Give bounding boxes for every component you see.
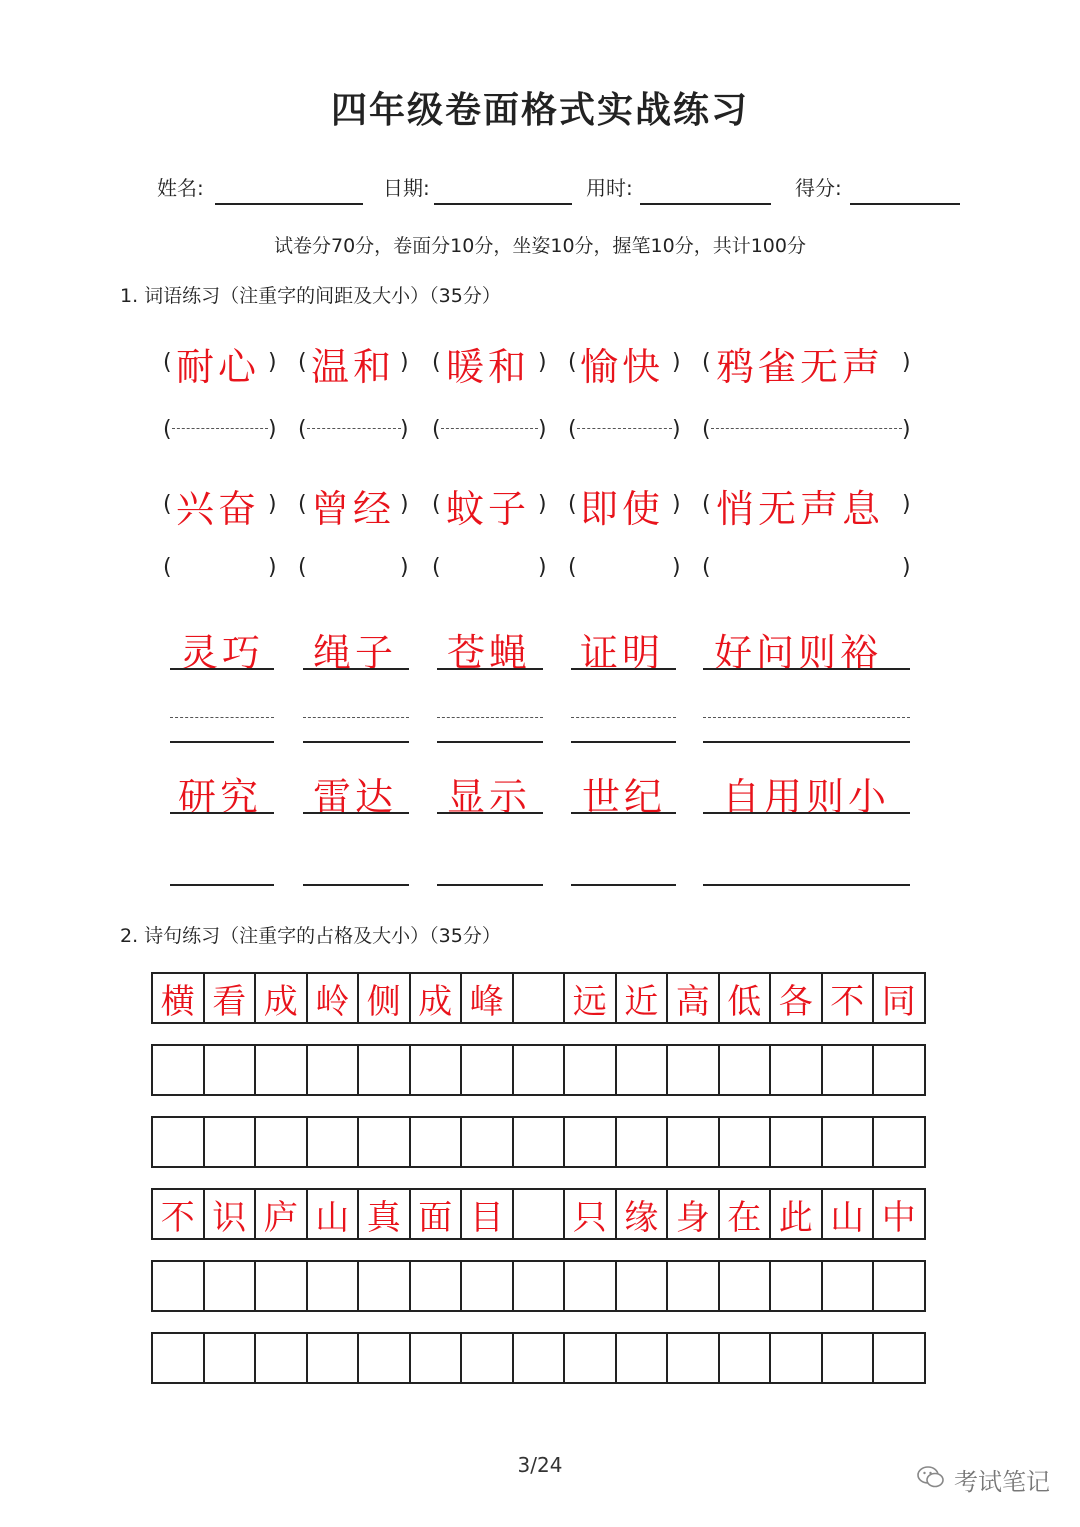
- answer-line[interactable]: [170, 884, 274, 886]
- word-underline: [571, 812, 676, 814]
- name-line[interactable]: [215, 203, 363, 205]
- grid-cell: 真: [359, 1190, 411, 1240]
- time-line[interactable]: [640, 203, 771, 205]
- blank-cell[interactable]: [256, 1262, 308, 1312]
- answer-dash[interactable]: [303, 717, 409, 718]
- blank-cell[interactable]: [668, 1334, 720, 1384]
- blank-cell[interactable]: [205, 1262, 257, 1312]
- word-underline: [303, 812, 409, 814]
- blank-cell[interactable]: [874, 1046, 926, 1096]
- blank-cell[interactable]: [256, 1334, 308, 1384]
- blank-grid[interactable]: [151, 1332, 926, 1384]
- answer-dash[interactable]: [571, 717, 676, 718]
- blank-cell[interactable]: [359, 1118, 411, 1168]
- paren: ): [400, 492, 409, 517]
- poem-grid-1: [151, 972, 926, 1024]
- blank-cell[interactable]: [153, 1262, 205, 1312]
- blank-cell[interactable]: [411, 1334, 463, 1384]
- answer-line[interactable]: [703, 741, 910, 743]
- paren: (: [568, 417, 577, 442]
- blank-cell[interactable]: [617, 1118, 669, 1168]
- blank-cell[interactable]: [205, 1046, 257, 1096]
- word: 蚊子: [446, 487, 531, 531]
- blank-cell[interactable]: [565, 1046, 617, 1096]
- answer-dash[interactable]: [170, 717, 274, 718]
- blank-cell[interactable]: [720, 1334, 772, 1384]
- grid-cell: 成: [256, 974, 308, 1024]
- paren: ): [268, 555, 277, 580]
- word: 绳子: [313, 631, 398, 675]
- word: 好问则裕: [714, 631, 883, 675]
- grid-cell: 识: [205, 1190, 257, 1240]
- paren: (: [702, 417, 711, 442]
- paren: ): [902, 350, 911, 375]
- paren: (: [298, 492, 307, 517]
- answer-dash[interactable]: [711, 428, 902, 429]
- blank-cell[interactable]: [462, 1046, 514, 1096]
- grid-cell: 近: [617, 974, 669, 1024]
- answer-line[interactable]: [303, 741, 409, 743]
- paren: (: [432, 350, 441, 375]
- grid-cell: 缘: [617, 1190, 669, 1240]
- blank-cell[interactable]: [823, 1046, 875, 1096]
- blank-grid[interactable]: [151, 1116, 926, 1168]
- name-label: 姓名:: [157, 176, 204, 200]
- blank-cell[interactable]: [771, 1262, 823, 1312]
- grid-cell: 不: [823, 974, 875, 1024]
- paren: (: [163, 417, 172, 442]
- word: 灵巧: [180, 631, 265, 675]
- date-label: 日期:: [383, 176, 430, 200]
- word: 雷达: [313, 775, 398, 819]
- blank-cell[interactable]: [668, 1118, 720, 1168]
- word: 鸦雀无声: [716, 345, 885, 389]
- word: 兴奋: [176, 487, 261, 531]
- paren: ): [268, 350, 277, 375]
- grid-cell: 山: [823, 1190, 875, 1240]
- blank-cell[interactable]: [617, 1334, 669, 1384]
- grid-cell: 侧: [359, 974, 411, 1024]
- word: 温和: [311, 345, 396, 389]
- grid-cell: 同: [874, 974, 926, 1024]
- grid-cell: 只: [565, 1190, 617, 1240]
- grid-cell: 远: [565, 974, 617, 1024]
- answer-line[interactable]: [571, 741, 676, 743]
- grid-cell: 山: [308, 1190, 360, 1240]
- word-underline: [571, 668, 676, 670]
- paren: (: [432, 555, 441, 580]
- blank-cell[interactable]: [308, 1118, 360, 1168]
- blank-cell[interactable]: [874, 1262, 926, 1312]
- word-underline: [170, 668, 274, 670]
- paren: ): [268, 492, 277, 517]
- score-info: 试卷分70分，卷面分10分，坐姿10分，握笔10分，共计100分: [274, 235, 806, 257]
- blank-cell[interactable]: [720, 1046, 772, 1096]
- paren: (: [163, 350, 172, 375]
- blank-cell[interactable]: [771, 1046, 823, 1096]
- word-underline: [437, 812, 543, 814]
- answer-line[interactable]: [703, 884, 910, 886]
- blank-cell[interactable]: [565, 1334, 617, 1384]
- blank-cell[interactable]: [411, 1262, 463, 1312]
- paren: ): [400, 417, 409, 442]
- section1-title: 1. 词语练习（注重字的间距及大小）（35分）: [120, 285, 501, 307]
- paren: (: [298, 350, 307, 375]
- grid-cell: 峰: [462, 974, 514, 1024]
- paren: (: [568, 350, 577, 375]
- word: 证明: [580, 631, 665, 675]
- blank-grid[interactable]: [151, 1260, 926, 1312]
- blank-cell[interactable]: [514, 1046, 566, 1096]
- blank-cell[interactable]: [308, 1262, 360, 1312]
- paren: ): [538, 555, 547, 580]
- paren: (: [163, 492, 172, 517]
- word: 暖和: [446, 345, 531, 389]
- grid-cell: 低: [720, 974, 772, 1024]
- blank-cell[interactable]: [205, 1334, 257, 1384]
- blank-cell[interactable]: [514, 1118, 566, 1168]
- watermark-text: 考试笔记: [954, 1468, 1050, 1496]
- blank-grid[interactable]: [151, 1044, 926, 1096]
- score-label: 得分:: [795, 176, 842, 200]
- grid-cell: 看: [205, 974, 257, 1024]
- answer-dash[interactable]: [441, 428, 538, 429]
- blank-cell[interactable]: [565, 1118, 617, 1168]
- paren: ): [538, 492, 547, 517]
- grid-cell: 此: [771, 1190, 823, 1240]
- blank-cell[interactable]: [823, 1118, 875, 1168]
- paren: ): [672, 350, 681, 375]
- blank-cell[interactable]: [462, 1334, 514, 1384]
- grid-cell: 岭: [308, 974, 360, 1024]
- score-line[interactable]: [850, 203, 960, 205]
- paren: (: [702, 555, 711, 580]
- blank-cell[interactable]: [720, 1118, 772, 1168]
- blank-cell[interactable]: [411, 1118, 463, 1168]
- answer-dash[interactable]: [437, 717, 543, 718]
- blank-cell[interactable]: [617, 1262, 669, 1312]
- grid-cell: 不: [153, 1190, 205, 1240]
- word: 显示: [447, 775, 532, 819]
- paren: ): [672, 492, 681, 517]
- word: 悄无声息: [716, 487, 885, 531]
- blank-cell[interactable]: [462, 1262, 514, 1312]
- blank-cell[interactable]: [359, 1262, 411, 1312]
- word-underline: [703, 668, 910, 670]
- grid-cell: 中: [874, 1190, 926, 1240]
- page-number: 3/24: [517, 1453, 563, 1477]
- word-underline: [170, 812, 274, 814]
- grid-cell: 成: [411, 974, 463, 1024]
- grid-cell: [514, 974, 566, 1024]
- blank-cell[interactable]: [514, 1334, 566, 1384]
- paren: (: [702, 492, 711, 517]
- wechat-icon: [916, 1464, 946, 1496]
- blank-cell[interactable]: [720, 1262, 772, 1312]
- grid-cell: [514, 1190, 566, 1240]
- word: 苍蝇: [447, 631, 532, 675]
- word-underline: [303, 668, 409, 670]
- blank-cell[interactable]: [565, 1262, 617, 1312]
- word: 世纪: [582, 775, 667, 819]
- paren: ): [902, 492, 911, 517]
- section2-title: 2. 诗句练习（注重字的占格及大小）（35分）: [120, 925, 501, 947]
- paren: (: [702, 350, 711, 375]
- word: 愉快: [580, 345, 665, 389]
- word: 即使: [580, 487, 665, 531]
- word-underline: [437, 668, 543, 670]
- blank-cell[interactable]: [153, 1046, 205, 1096]
- grid-cell: 面: [411, 1190, 463, 1240]
- blank-cell[interactable]: [256, 1046, 308, 1096]
- answer-line[interactable]: [170, 741, 274, 743]
- answer-line[interactable]: [303, 884, 409, 886]
- grid-cell: 各: [771, 974, 823, 1024]
- blank-cell[interactable]: [308, 1334, 360, 1384]
- blank-cell[interactable]: [823, 1262, 875, 1312]
- word-underline: [703, 812, 910, 814]
- blank-cell[interactable]: [462, 1118, 514, 1168]
- grid-cell: 在: [720, 1190, 772, 1240]
- answer-dash[interactable]: [172, 428, 268, 429]
- answer-line[interactable]: [437, 884, 543, 886]
- paren: (: [568, 492, 577, 517]
- answer-line[interactable]: [437, 741, 543, 743]
- paren: (: [432, 492, 441, 517]
- paren: ): [538, 417, 547, 442]
- word: 耐心: [176, 345, 261, 389]
- blank-cell[interactable]: [771, 1118, 823, 1168]
- grid-cell: 高: [668, 974, 720, 1024]
- grid-cell: 横: [153, 974, 205, 1024]
- blank-cell[interactable]: [205, 1118, 257, 1168]
- blank-cell[interactable]: [256, 1118, 308, 1168]
- page-title: 四年级卷面格式实战练习: [330, 90, 749, 131]
- paren: ): [400, 555, 409, 580]
- grid-cell: 身: [668, 1190, 720, 1240]
- blank-cell[interactable]: [874, 1334, 926, 1384]
- blank-cell[interactable]: [874, 1118, 926, 1168]
- paren: (: [298, 417, 307, 442]
- blank-cell[interactable]: [771, 1334, 823, 1384]
- blank-cell[interactable]: [359, 1334, 411, 1384]
- paren: (: [568, 555, 577, 580]
- paren: ): [400, 350, 409, 375]
- word: 研究: [178, 775, 263, 819]
- paren: (: [298, 555, 307, 580]
- answer-dash[interactable]: [307, 428, 401, 429]
- answer-dash[interactable]: [577, 428, 672, 429]
- blank-cell[interactable]: [668, 1262, 720, 1312]
- paren: (: [432, 417, 441, 442]
- blank-cell[interactable]: [514, 1262, 566, 1312]
- paren: ): [902, 417, 911, 442]
- paren: ): [902, 555, 911, 580]
- paren: ): [538, 350, 547, 375]
- poem-grid-2: [151, 1188, 926, 1240]
- time-label: 用时:: [586, 176, 633, 200]
- blank-cell[interactable]: [823, 1334, 875, 1384]
- watermark: [916, 1462, 1050, 1497]
- answer-line[interactable]: [571, 884, 676, 886]
- word: 曾经: [311, 487, 396, 531]
- grid-cell: 目: [462, 1190, 514, 1240]
- word: 自用则小: [722, 775, 891, 819]
- blank-cell[interactable]: [668, 1046, 720, 1096]
- date-line[interactable]: [434, 203, 572, 205]
- blank-cell[interactable]: [359, 1046, 411, 1096]
- paren: ): [672, 417, 681, 442]
- answer-dash[interactable]: [703, 717, 910, 718]
- paren: ): [268, 417, 277, 442]
- paren: (: [163, 555, 172, 580]
- grid-cell: 庐: [256, 1190, 308, 1240]
- blank-cell[interactable]: [153, 1118, 205, 1168]
- blank-cell[interactable]: [411, 1046, 463, 1096]
- paren: ): [672, 555, 681, 580]
- blank-cell[interactable]: [617, 1046, 669, 1096]
- blank-cell[interactable]: [308, 1046, 360, 1096]
- blank-cell[interactable]: [153, 1334, 205, 1384]
